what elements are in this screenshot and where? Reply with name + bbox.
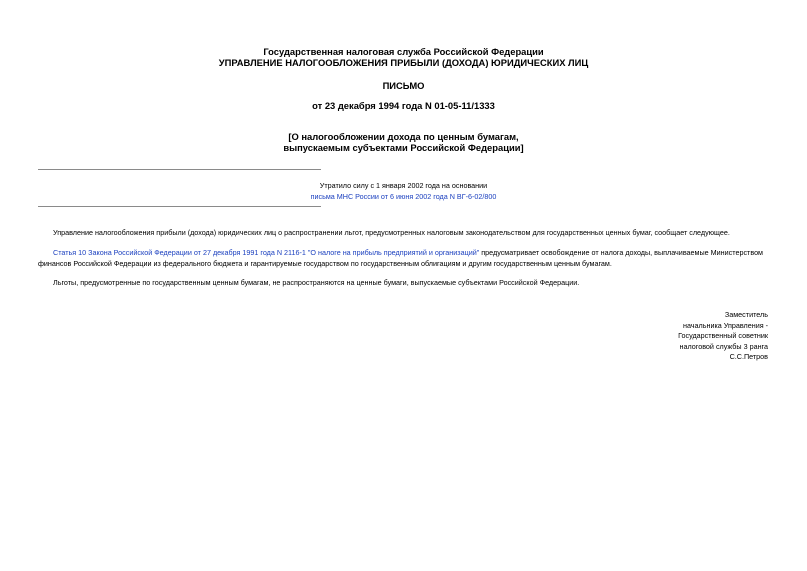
- document-header: [0, 46, 807, 68]
- status-note-link[interactable]: письма МНС России от 6 июня 2002 года N ВГ-6-02/800: [310, 192, 497, 201]
- status-note-text: Утратило силу с 1 января 2002 года на основании: [319, 181, 488, 190]
- document-date: от 23 декабря 1994 года N 01-05-11/1333: [312, 100, 495, 111]
- signature-line-2: начальника Управления -: [682, 320, 768, 330]
- status-note: [200, 180, 607, 202]
- issuer-name: Государственная налоговая служба Российской Федерации: [263, 46, 544, 57]
- law-article-link[interactable]: Статья 10 Закона Российской Федерации от 27 декабря 1991 года N 2116-1 "О налоге на прибыль предприятий и организаций": [53, 248, 480, 257]
- signature-line-3: Государственный советник: [678, 331, 768, 341]
- signature-line-4: налоговой службы 3 ранга: [679, 341, 768, 351]
- paragraph-2-text: предусматривает освобождение от налога доходы, выплачиваемые Министерством финансов Российской Федерации из федерального бюджета и гарантируемые государством по государственным облигациям и другим государственным ценным бумагам.: [38, 248, 764, 268]
- bottom-divider: [38, 206, 321, 207]
- top-divider: [38, 169, 321, 170]
- document-type: ПИСЬМО: [382, 80, 425, 91]
- department-name: УПРАВЛЕНИЕ НАЛОГООБЛОЖЕНИЯ ПРИБЫЛИ (ДОХОДА) ЮРИДИЧЕСКИХ ЛИЦ: [218, 57, 589, 68]
- paragraph-1: Управление налогообложения прибыли (дохода) юридических лиц о распространении льгот, предусмотренных налоговым законодательством для государственных ценных бумаг, сообщает следующее.: [53, 228, 730, 237]
- signatory-name: С.С.Петров: [729, 352, 768, 362]
- subject-line-2: выпускаемым субъектами Российской Федерации]: [283, 142, 524, 153]
- signature-block: [678, 310, 768, 363]
- document-subject: [0, 131, 807, 153]
- paragraph-3: Льготы, предусмотренные по государственным ценным бумагам, не распространяются на ценные бумаги, выпускаемые субъектами Российской Федерации.: [53, 278, 580, 287]
- paragraph-2: [38, 247, 770, 269]
- signature-line-1: Заместитель: [724, 310, 768, 319]
- subject-line-1: [О налогообложении дохода по ценным бумагам,: [288, 131, 519, 142]
